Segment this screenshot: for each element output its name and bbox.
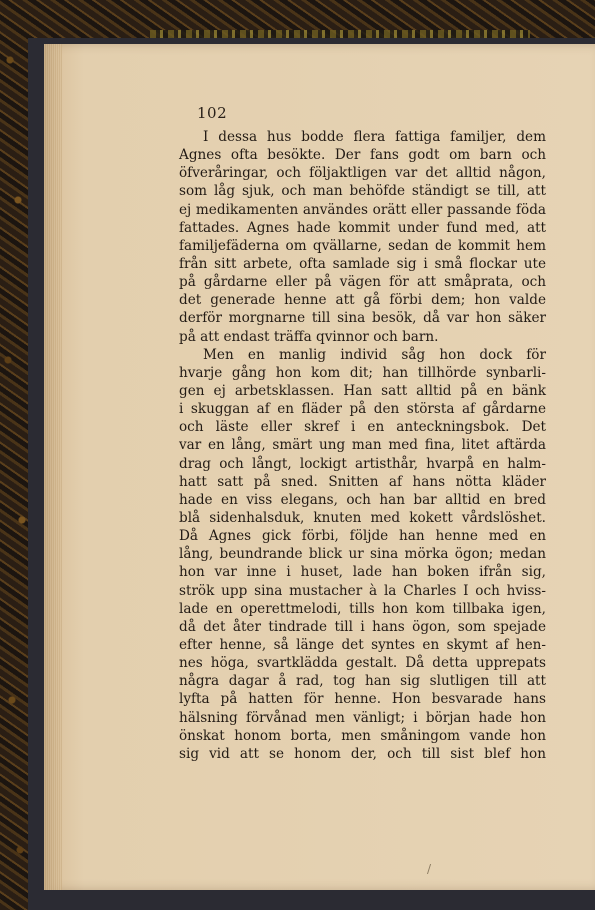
text-line: Då Agnes gick förbi, följde han henne med en — [179, 528, 546, 545]
text-line: familjefäderna om qvällarne, sedan de kommit hem — [179, 237, 546, 254]
text-line: öfveråringar, och följaktligen var det alltid någon, — [179, 165, 546, 182]
text-line: då det åter tindrade till i hans ögon, som spejade — [179, 618, 546, 635]
text-line: hatt satt på sned. Snitten af hans nötta kläder — [179, 473, 546, 490]
text-line: några dagar å rad, tog han sig slutligen till att — [179, 673, 546, 690]
text-line: efter henne, så länge det syntes en skymt af hen- — [179, 636, 546, 653]
text-line: fattades. Agnes hade kommit under fund med, att — [179, 219, 546, 236]
text-line: som låg sjuk, och man behöfde ständigt se till, att — [179, 183, 546, 200]
text-line: strök upp sina mustacher à la Charles I och hviss- — [179, 582, 546, 599]
text-line: Agnes ofta besökte. Der fans godt om barn och — [179, 147, 546, 164]
text-line: blå sidenhalsduk, knuten med kokett vårdslöshet. — [179, 509, 546, 526]
page-number: 102 — [197, 104, 228, 122]
page-gutter — [44, 44, 62, 890]
text-line: på gårdarne eller på vägen för att småprata, och — [179, 274, 546, 291]
text-line: var en lång, smärt ung man med fina, litet aftärda — [179, 437, 546, 454]
text-line: lyfta på hatten för henne. Hon besvarade hans — [179, 691, 546, 708]
text-line: hälsning förvånad men vänligt; i början hade hon — [179, 709, 546, 726]
text-line: Men en manlig individ såg hon dock för — [203, 346, 546, 363]
text-line: önskat honom borta, men småningom vande hon — [179, 727, 546, 744]
footer-mark: / — [427, 862, 432, 876]
text-line: lade en operettmelodi, tills hon kom tillbaka igen, — [179, 600, 546, 617]
text-line: på att endast träffa qvinnor och barn. — [179, 328, 439, 345]
text-line: derför morgnarne till sina besök, då var hon säker — [179, 310, 546, 327]
text-line: I dessa hus bodde flera fattiga familjer, dem — [203, 129, 546, 145]
text-line: sig vid att se honom der, och till sist blef hon — [179, 745, 546, 762]
text-line: och läste eller skref i en anteckningsbok. Det — [179, 419, 546, 436]
text-line: lång, beundrande blick ur sina mörka ögon; medan — [179, 546, 546, 563]
text-line: i skuggan af en fläder på den största af gårdarne — [179, 401, 546, 418]
text-line: hvarje gång hon kom dit; han tillhörde synbarli- — [179, 364, 546, 381]
text-line: ej medikamenten användes orätt eller passande föda — [179, 201, 546, 218]
text-line: det generade henne att gå förbi dem; hon valde — [179, 292, 546, 309]
text-line: hade en viss elegans, och han bar alltid en bred — [179, 491, 546, 508]
text-line: från sitt arbete, ofta samlade sig i små flockar ute — [179, 255, 546, 272]
text-line: drag och långt, lockigt artisthår, hvarpå en halm- — [179, 455, 546, 472]
text-line: nes höga, svartklädda gestalt. Då detta upprepats — [179, 655, 546, 672]
body-text — [179, 128, 546, 763]
text-line: hon var inne i huset, lade han boken ifrån sig, — [179, 564, 546, 581]
text-line: gen ej arbetsklassen. Han satt alltid på en bänk — [179, 382, 546, 399]
